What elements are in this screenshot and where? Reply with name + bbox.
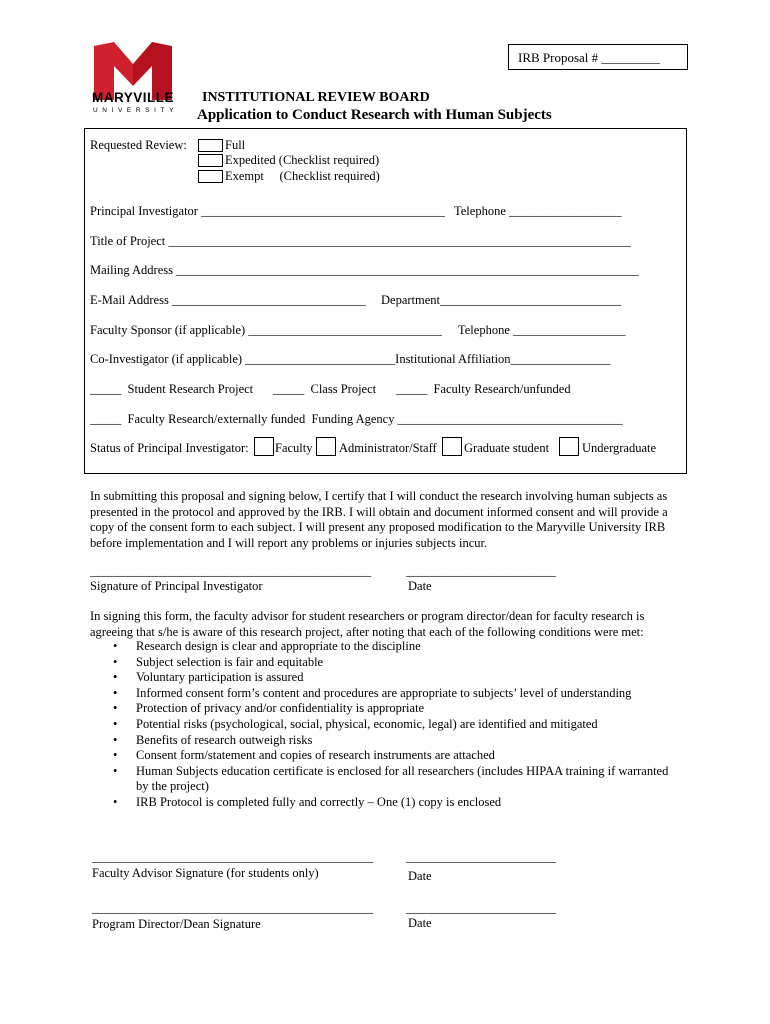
condition-text: Voluntary participation is assured [136, 670, 304, 685]
status-administrator-label: Administrator/Staff [339, 441, 437, 455]
advisor-intro-line: agreeing that s/he is aware of this research project, after noting that each of the following conditions were met: [90, 624, 644, 639]
condition-text: Subject selection is fair and equitable [136, 654, 324, 669]
status-graduate-checkbox[interactable] [442, 437, 462, 456]
review-exempt-checkbox[interactable] [198, 170, 223, 183]
institutional-title: INSTITUTIONAL REVIEW BOARD [202, 90, 430, 105]
faculty-unfunded-option[interactable]: _____ Faculty Research/unfunded [396, 382, 571, 396]
review-exempt-label: Exempt (Checklist required) [225, 169, 380, 183]
bullet-icon: • [113, 685, 118, 700]
sponsor-telephone-field[interactable]: Telephone __________________ [458, 323, 626, 337]
pi-telephone-field[interactable]: Telephone __________________ [454, 204, 622, 218]
advisor-signature-line[interactable]: _____________________________________________ [92, 850, 374, 864]
maryville-logo [92, 24, 174, 120]
logo-name: MARYVILLE [92, 90, 174, 105]
condition-text: Research design is clear and appropriate to the discipline [136, 639, 421, 653]
advisor-signature-label: Faculty Advisor Signature (for students only) [92, 866, 319, 880]
faculty-funded-option[interactable]: _____ Faculty Research/externally funded Funding Agency ____________________________________ [90, 412, 623, 426]
bullet-icon: • [113, 748, 118, 763]
condition-text: Protection of privacy and/or confidentiality is appropriate [136, 701, 425, 716]
advisor-intro-line: In signing this form, the faculty advisor for student researchers or program director/dean for faculty research is [90, 609, 645, 623]
status-administrator-checkbox[interactable] [316, 437, 336, 456]
review-expedited-checkbox[interactable] [198, 154, 223, 167]
mailing-address-field[interactable]: Mailing Address __________________________________________________________________________ [90, 263, 639, 277]
bullet-icon: • [113, 763, 118, 778]
status-faculty-checkbox[interactable] [254, 437, 274, 456]
dean-date-line[interactable]: ________________________ [406, 901, 556, 915]
student-research-option[interactable]: _____ Student Research Project [90, 382, 254, 396]
status-graduate-label: Graduate student [464, 441, 550, 455]
condition-item [90, 764, 680, 795]
status-undergraduate-checkbox[interactable] [559, 437, 579, 456]
bullet-icon: • [113, 794, 118, 809]
dean-date-label: Date [408, 916, 432, 930]
advisor-date-line[interactable]: ________________________ [406, 850, 556, 864]
bullet-icon: • [113, 639, 118, 653]
co-investigator-field[interactable]: Co-Investigator (if applicable) ________________________Institutional Affiliation________________ [90, 352, 611, 366]
certify-line: presented in the protocol and approved by the IRB. I will obtain and document informed consent and will provide a [90, 504, 668, 519]
project-title-field[interactable]: Title of Project __________________________________________________________________________ [90, 234, 631, 248]
pi-signature-line[interactable]: _____________________________________________ [90, 564, 372, 578]
condition-item [90, 733, 680, 749]
certify-line: In submitting this proposal and signing below, I certify that I will conduct the research involving human subjects as [90, 489, 668, 503]
condition-item [90, 717, 680, 733]
review-full-checkbox[interactable] [198, 139, 223, 152]
dean-signature-line[interactable]: _____________________________________________ [92, 901, 374, 915]
condition-item [90, 670, 680, 686]
faculty-sponsor-field[interactable]: Faculty Sponsor (if applicable) _______________________________ [90, 323, 443, 337]
proposal-number-label: IRB Proposal # _________ [518, 50, 660, 65]
condition-text: Consent form/statement and copies of research instruments are attached [136, 748, 495, 763]
condition-item [90, 639, 680, 655]
advisor-date-label: Date [408, 869, 432, 883]
condition-text: Informed consent form’s content and procedures are appropriate to subjects’ level of understanding [136, 685, 632, 700]
condition-text: Benefits of research outweigh risks [136, 732, 313, 747]
certify-line: before implementation and I will report any problems or injuries subjects incur. [90, 536, 488, 551]
class-project-option[interactable]: _____ Class Project [273, 382, 377, 396]
pi-date-label: Date [408, 579, 432, 593]
condition-item [90, 655, 680, 671]
condition-item [90, 795, 680, 811]
email-field[interactable]: E-Mail Address _______________________________ [90, 293, 366, 307]
condition-text: Potential risks (psychological, social, physical, economic, legal) are identified and mitigated [136, 716, 598, 731]
status-undergraduate-label: Undergraduate [582, 441, 657, 455]
condition-item [90, 701, 680, 717]
conditions-list [90, 639, 680, 811]
department-field[interactable]: Department_____________________________ [381, 293, 622, 307]
application-title: Application to Conduct Research with Human Subjects [197, 107, 552, 123]
bullet-icon: • [113, 732, 118, 747]
principal-investigator-field[interactable]: Principal Investigator _______________________________________ [90, 204, 445, 218]
condition-text: Human Subjects education certificate is enclosed for all researchers (includes HIPAA training if warranted [136, 763, 669, 778]
certify-line: copy of the consent form to each subject. I will present any proposed modification to the Maryville University IRB [90, 520, 666, 535]
condition-text-continued: by the project) [136, 779, 209, 794]
bullet-icon: • [113, 701, 118, 716]
status-faculty-label: Faculty [275, 441, 313, 455]
condition-item [90, 748, 680, 764]
pi-date-line[interactable]: ________________________ [406, 564, 556, 578]
bullet-icon: • [113, 670, 118, 685]
certification-paragraph [90, 489, 680, 552]
pi-signature-label: Signature of Principal Investigator [90, 579, 263, 593]
requested-review-label: Requested Review: [90, 138, 187, 152]
condition-item [90, 686, 680, 702]
bullet-icon: • [113, 654, 118, 669]
review-expedited-label: Expedited (Checklist required) [225, 153, 380, 167]
review-full-label: Full [225, 138, 246, 152]
dean-signature-label: Program Director/Dean Signature [92, 917, 261, 931]
pi-status-label: Status of Principal Investigator: [90, 441, 249, 455]
bullet-icon: • [113, 716, 118, 731]
logo-subtitle: UNIVERSITY [93, 107, 179, 114]
condition-text: IRB Protocol is completed fully and correctly – One (1) copy is enclosed [136, 794, 502, 809]
advisor-intro-paragraph [90, 609, 680, 640]
